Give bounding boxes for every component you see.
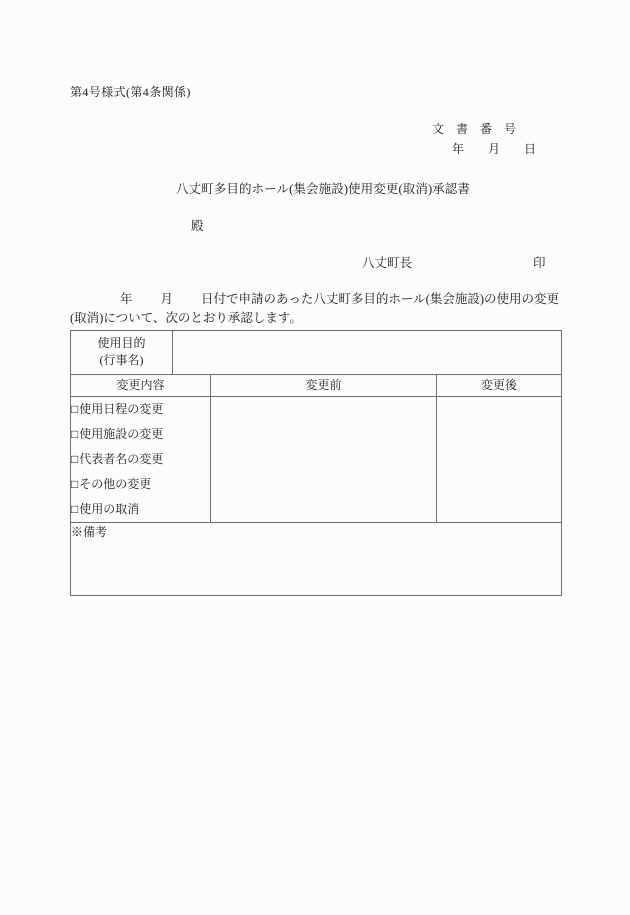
- document-number-label: 文 書 番 号: [432, 122, 517, 136]
- issuer-row: [362, 253, 552, 271]
- checkbox-icon[interactable]: □: [71, 502, 79, 516]
- table-row-headers: [71, 375, 562, 397]
- body-sentence-part1: 日付で申請のあった八丈町多目的ホール(集会施設)の使用の変更: [201, 292, 559, 306]
- checkbox-label: 使用施設の変更: [79, 427, 164, 441]
- checkbox-icon[interactable]: □: [71, 477, 79, 491]
- checkbox-row-representative-name-change[interactable]: [71, 447, 210, 472]
- header-after: 変更後: [437, 375, 562, 397]
- checkbox-icon[interactable]: □: [71, 402, 79, 416]
- remarks-label: ※備考: [71, 525, 108, 539]
- header-before: 変更前: [211, 375, 437, 397]
- checkbox-row-facility-change[interactable]: [71, 422, 210, 447]
- page-title: 八丈町多目的ホール(集会施設)使用変更(取消)承認書: [176, 182, 471, 196]
- body-date-month: 月: [160, 292, 174, 306]
- checkbox-row-other-change[interactable]: [71, 472, 210, 497]
- form-table: [70, 330, 562, 596]
- before-value-cell[interactable]: [211, 397, 437, 523]
- document-date-label: 年 月 日: [452, 142, 537, 156]
- checkbox-label: 使用の取消: [79, 502, 140, 516]
- table-row-change-details: [71, 397, 562, 523]
- body-paragraph: [70, 290, 562, 328]
- checkbox-icon[interactable]: □: [71, 452, 79, 466]
- header-change-content: 変更内容: [71, 375, 211, 397]
- issuer-name: 八丈町長: [362, 256, 413, 270]
- purpose-label-line2: (行事名): [99, 353, 144, 367]
- checkbox-row-schedule-change[interactable]: [71, 397, 210, 422]
- purpose-value-cell[interactable]: [173, 331, 562, 375]
- after-value-cell[interactable]: [437, 397, 562, 523]
- table-row-purpose: [71, 331, 562, 375]
- checkbox-label: 使用日程の変更: [79, 402, 164, 416]
- checkbox-label: 代表者名の変更: [79, 452, 164, 466]
- seal-mark: 印: [533, 256, 546, 270]
- body-sentence-part2: (取消)について、次のとおり承認します。: [70, 311, 302, 325]
- purpose-label-line1: 使用目的: [97, 336, 146, 350]
- addressee-honorific: 殿: [191, 219, 204, 233]
- table-row-remarks: [71, 523, 562, 596]
- checkbox-list-cell: [71, 397, 211, 523]
- checkbox-row-cancellation[interactable]: [71, 497, 210, 522]
- form-number-label: 第4号様式(第4条関係): [70, 85, 191, 99]
- body-date-year: 年: [120, 292, 133, 306]
- purpose-label-cell: [71, 331, 173, 375]
- checkbox-icon[interactable]: □: [71, 427, 79, 441]
- checkbox-label: その他の変更: [79, 477, 152, 491]
- remarks-cell[interactable]: [71, 523, 562, 596]
